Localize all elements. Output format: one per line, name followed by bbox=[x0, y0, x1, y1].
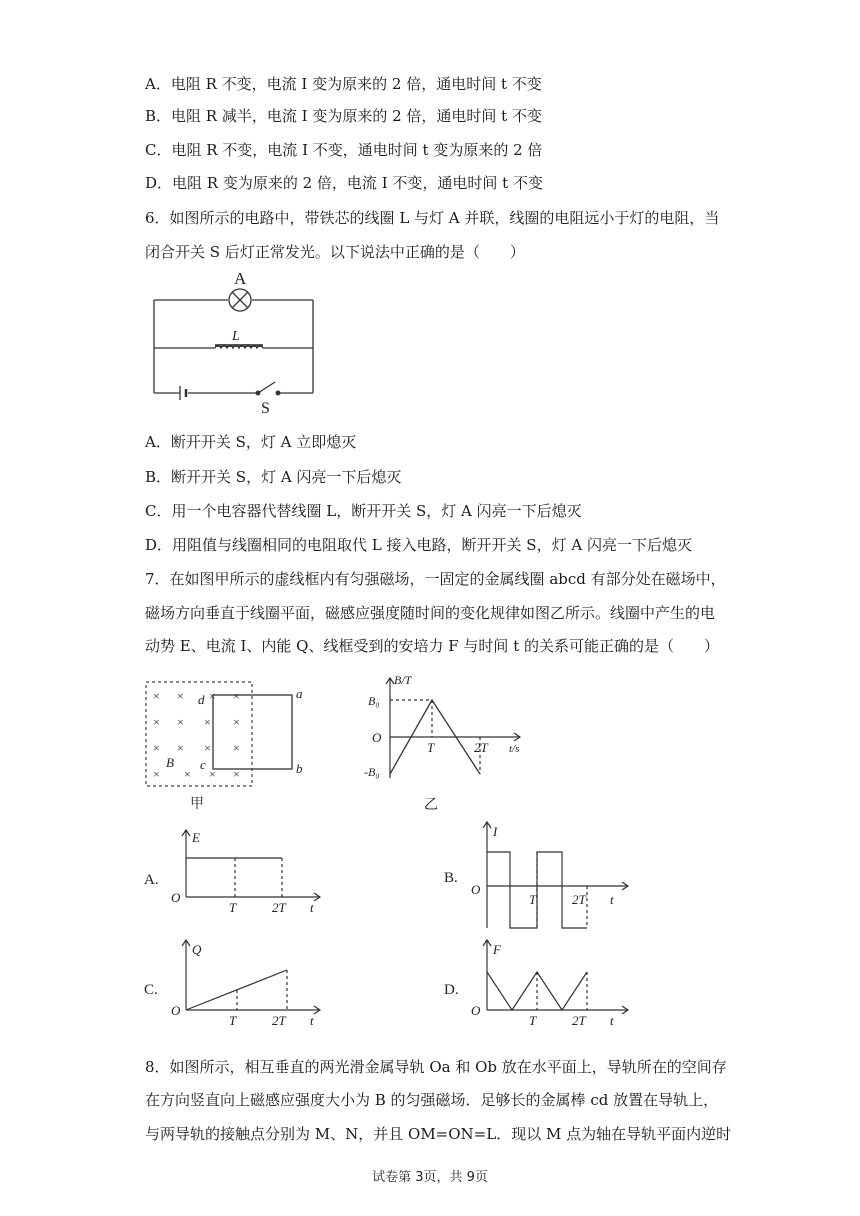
label-d: d bbox=[198, 692, 205, 707]
q7-figure-yi bbox=[362, 670, 532, 815]
svg-text:×: × bbox=[153, 689, 160, 703]
q6-option-d: D．用阻值与线圈相同的电阻取代 L 接入电路，断开开关 S，灯 A 闪亮一下后熄灭 bbox=[145, 536, 692, 554]
q7-graph-d bbox=[440, 932, 640, 1032]
q6-option-c: C．用一个电容器代替线圈 L，断开开关 S，灯 A 闪亮一下后熄灭 bbox=[145, 502, 582, 520]
graph-b-label: B. bbox=[444, 870, 458, 886]
graph-d-origin: O bbox=[471, 1003, 481, 1018]
q5-option-a: A．电阻 R 不变，电流 I 变为原来的 2 倍，通电时间 t 不变 bbox=[145, 75, 542, 93]
graph-a-xlabel: t bbox=[310, 900, 314, 915]
q6-option-b: B．断开开关 S，灯 A 闪亮一下后熄灭 bbox=[145, 468, 402, 486]
graph-c-xlabel: t bbox=[310, 1013, 314, 1028]
q6-option-a: A．断开开关 S，灯 A 立即熄灭 bbox=[145, 433, 357, 451]
graph-a-origin: O bbox=[171, 890, 181, 905]
label-b: b bbox=[296, 761, 303, 776]
svg-text:×: × bbox=[209, 689, 216, 703]
q6-circuit-figure bbox=[140, 268, 330, 418]
graph-b-xlabel: t bbox=[610, 892, 614, 907]
label-c: c bbox=[200, 757, 206, 772]
svg-text:×: × bbox=[204, 715, 211, 729]
graph-c-tick-t: T bbox=[229, 1013, 237, 1028]
lamp-label: A bbox=[234, 269, 247, 288]
svg-text:×: × bbox=[177, 689, 184, 703]
svg-text:×: × bbox=[233, 767, 240, 781]
graph-b-tick-2t: 2T bbox=[572, 892, 586, 907]
yi-xlabel: t/s bbox=[509, 743, 520, 755]
yi-origin: O bbox=[372, 730, 382, 745]
svg-text:×: × bbox=[184, 767, 191, 781]
svg-text:×: × bbox=[204, 741, 211, 755]
q8-line3: 与两导轨的接触点分别为 M、N，并且 OM=ON=L．现以 M 点为轴在导轨平面内逆时 bbox=[145, 1125, 732, 1143]
graph-c-label: C. bbox=[144, 982, 158, 998]
svg-text:×: × bbox=[233, 715, 240, 729]
svg-text:×: × bbox=[153, 715, 160, 729]
graph-a-ylabel: E bbox=[192, 830, 200, 845]
caption-jia: 甲 bbox=[190, 797, 204, 812]
graph-a-tick-t: T bbox=[229, 900, 237, 915]
q7-stem-line1: 7．在如图甲所示的虚线框内有匀强磁场，一固定的金属线圈 abcd 有部分处在磁场中， bbox=[145, 570, 726, 588]
yi-ylabel: B/T bbox=[394, 673, 412, 687]
yi-negb0-label: -B₀ bbox=[364, 765, 380, 779]
q6-stem-line1: 6．如图所示的电路中，带铁芯的线圈 L 与灯 A 并联，线圈的电阻远小于灯的电阻，当 bbox=[145, 209, 720, 227]
yi-tick-t: T bbox=[427, 740, 435, 755]
coil-label: L bbox=[232, 329, 240, 344]
q5-option-b: B．电阻 R 减半，电流 I 变为原来的 2 倍，通电时间 t 不变 bbox=[145, 107, 542, 125]
q5-option-c: C．电阻 R 不变，电流 I 不变，通电时间 t 变为原来的 2 倍 bbox=[145, 141, 543, 159]
svg-text:×: × bbox=[233, 689, 240, 703]
graph-d-xlabel: t bbox=[610, 1013, 614, 1028]
q7-stem-line2: 磁场方向垂直于线圈平面，磁感应强度随时间的变化规律如图乙所示。线圈中产生的电 bbox=[145, 604, 716, 622]
yi-b0-label: B₀ bbox=[368, 694, 380, 708]
svg-text:×: × bbox=[209, 767, 216, 781]
graph-d-ylabel: F bbox=[493, 942, 501, 957]
switch-label: S bbox=[261, 400, 270, 417]
graph-d-label: D. bbox=[444, 982, 459, 998]
graph-b-origin: O bbox=[471, 882, 481, 897]
svg-text:×: × bbox=[233, 741, 240, 755]
q6-stem-line2: 闭合开关 S 后灯正常发光。以下说法中正确的是（ ） bbox=[145, 243, 525, 261]
graph-c-ylabel: Q bbox=[192, 942, 202, 957]
q8-line2: 在方向竖直向上磁感应强度大小为 B 的匀强磁场．足够长的金属棒 cd 放置在导轨上， bbox=[145, 1091, 719, 1109]
graph-a-tick-2t: 2T bbox=[272, 900, 286, 915]
graph-b-ylabel: I bbox=[493, 824, 498, 839]
label-a: a bbox=[296, 686, 303, 701]
caption-yi: 乙 bbox=[424, 798, 438, 813]
q5-option-d: D．电阻 R 变为原来的 2 倍，电流 I 不变，通电时间 t 不变 bbox=[145, 174, 543, 192]
svg-text:×: × bbox=[153, 741, 160, 755]
yi-tick-2t: 2T bbox=[474, 740, 488, 755]
q7-graph-c bbox=[140, 932, 340, 1032]
svg-text:×: × bbox=[153, 767, 160, 781]
q7-graph-b bbox=[440, 816, 640, 934]
q7-figure-jia bbox=[138, 676, 313, 816]
graph-d-tick-t: T bbox=[529, 1013, 537, 1028]
svg-text:×: × bbox=[177, 741, 184, 755]
q8-line1: 8．如图所示，相互垂直的两光滑金属导轨 Oa 和 Ob 放在水平面上，导轨所在的空间存 bbox=[145, 1058, 727, 1076]
svg-text:×: × bbox=[177, 715, 184, 729]
q7-graph-a bbox=[140, 822, 340, 922]
graph-a-label: A. bbox=[144, 872, 159, 888]
graph-d-tick-2t: 2T bbox=[572, 1013, 586, 1028]
graph-b-tick-t: T bbox=[529, 892, 537, 907]
label-B: B bbox=[166, 755, 174, 770]
page-footer: 试卷第 3页，共 9页 bbox=[372, 1170, 488, 1185]
graph-c-origin: O bbox=[171, 1003, 181, 1018]
switch-s bbox=[258, 382, 275, 393]
graph-c-tick-2t: 2T bbox=[272, 1013, 286, 1028]
q7-stem-line3: 动势 E、电流 I、内能 Q、线框受到的安培力 F 与时间 t 的关系可能正确的是（ ） bbox=[145, 637, 719, 655]
